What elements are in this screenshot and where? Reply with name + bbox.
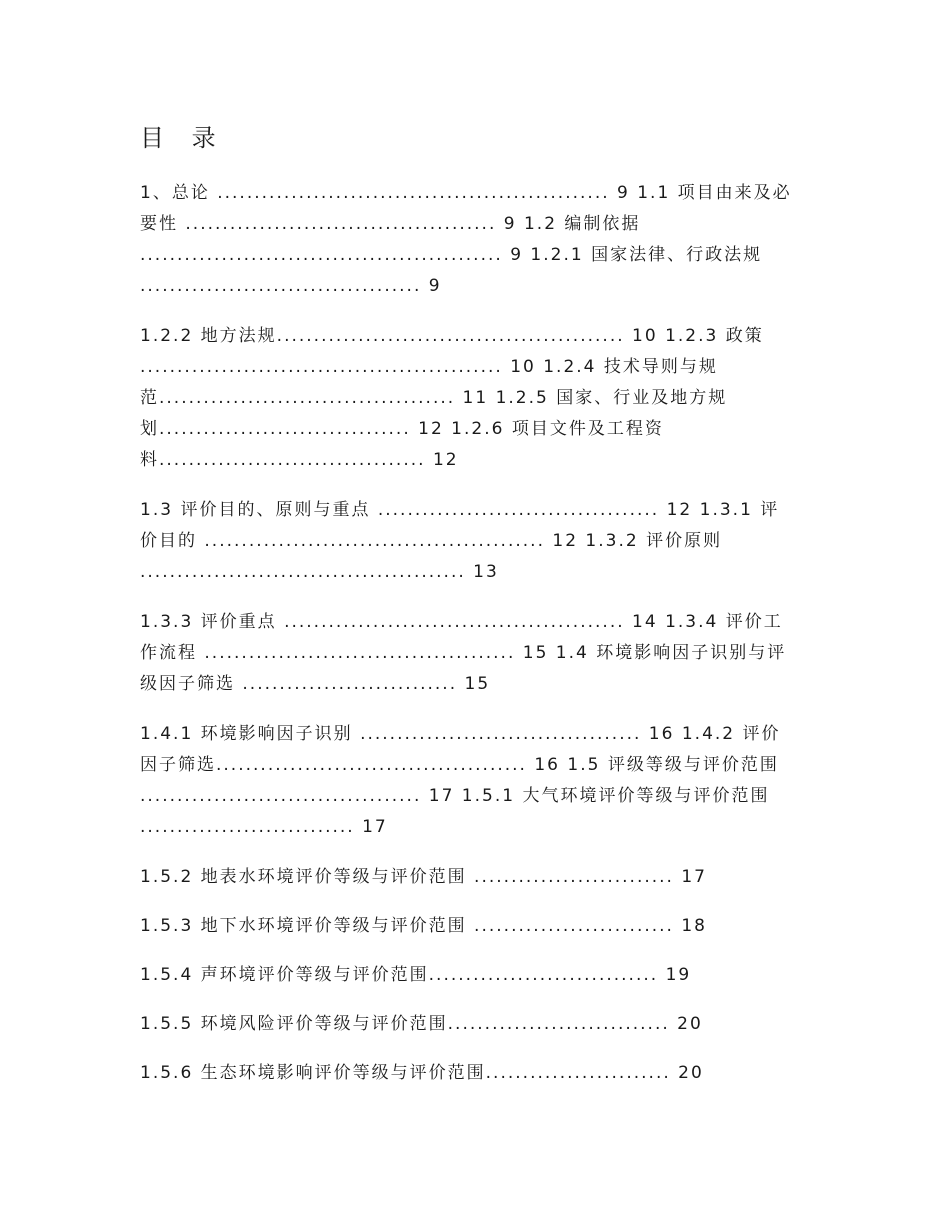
toc-line: 划.................................. 12 1.2.6 项目文件及工程资 bbox=[140, 419, 664, 439]
toc-paragraph bbox=[140, 1009, 820, 1040]
toc-paragraph bbox=[140, 495, 820, 588]
toc-line: ...................................... 9 bbox=[140, 276, 442, 296]
toc-paragraph bbox=[140, 719, 820, 843]
toc-line: 1.5.6 生态环境影响评价等级与评价范围......................... 20 bbox=[140, 1063, 704, 1083]
toc-line: ................................................. 10 1.2.4 技术导则与规 bbox=[140, 357, 718, 377]
toc-paragraph bbox=[140, 911, 820, 942]
toc-line: ................................................. 9 1.2.1 国家法律、行政法规 bbox=[140, 245, 763, 265]
toc-line: 作流程 .......................................... 15 1.4 环境影响因子识别与评 bbox=[140, 643, 787, 663]
toc-line: 料.................................... 12 bbox=[140, 450, 459, 470]
toc-line: 1.3 评价目的、原则与重点 ...................................... 12 1.3.1 评 bbox=[140, 500, 780, 520]
toc-line: 1.5.3 地下水环境评价等级与评价范围 ........................... 18 bbox=[140, 916, 708, 936]
toc-list bbox=[140, 178, 820, 1089]
toc-paragraph bbox=[140, 321, 820, 476]
toc-line: 1.2.2 地方法规............................................... 10 1.2.3 政策 bbox=[140, 326, 764, 346]
toc-paragraph bbox=[140, 960, 820, 991]
toc-line: ...................................... 17 1.5.1 大气环境评价等级与评价范围 bbox=[140, 786, 770, 806]
toc-line: 因子筛选.......................................... 16 1.5 评级等级与评价范围 bbox=[140, 755, 779, 775]
toc-line: 1、总论 ..................................................... 9 1.1 项目由来及必 bbox=[140, 183, 792, 203]
toc-line: 1.5.5 环境风险评价等级与评价范围.............................. 20 bbox=[140, 1014, 703, 1034]
toc-paragraph bbox=[140, 1058, 820, 1089]
toc-line: 1.3.3 评价重点 .............................................. 14 1.3.4 评价工 bbox=[140, 612, 783, 632]
toc-line: ............................. 17 bbox=[140, 817, 388, 837]
toc-line: 要性 .......................................... 9 1.2 编制依据 bbox=[140, 214, 641, 234]
toc-paragraph bbox=[140, 862, 820, 893]
toc-paragraph bbox=[140, 178, 820, 302]
toc-line: 1.5.4 声环境评价等级与评价范围............................... 19 bbox=[140, 965, 692, 985]
toc-line: 级因子筛选 ............................. 15 bbox=[140, 674, 491, 694]
toc-line: 范........................................ 11 1.2.5 国家、行业及地方规 bbox=[140, 388, 728, 408]
page-title: 目 录 bbox=[140, 124, 226, 152]
toc-line: 1.5.2 地表水环境评价等级与评价范围 ........................... 17 bbox=[140, 867, 708, 887]
toc-line: 价目的 .............................................. 12 1.3.2 评价原则 bbox=[140, 531, 723, 551]
toc-line: ............................................ 13 bbox=[140, 562, 499, 582]
toc-line: 1.4.1 环境影响因子识别 ...................................... 16 1.4.2 评价 bbox=[140, 724, 781, 744]
toc-paragraph bbox=[140, 607, 820, 700]
